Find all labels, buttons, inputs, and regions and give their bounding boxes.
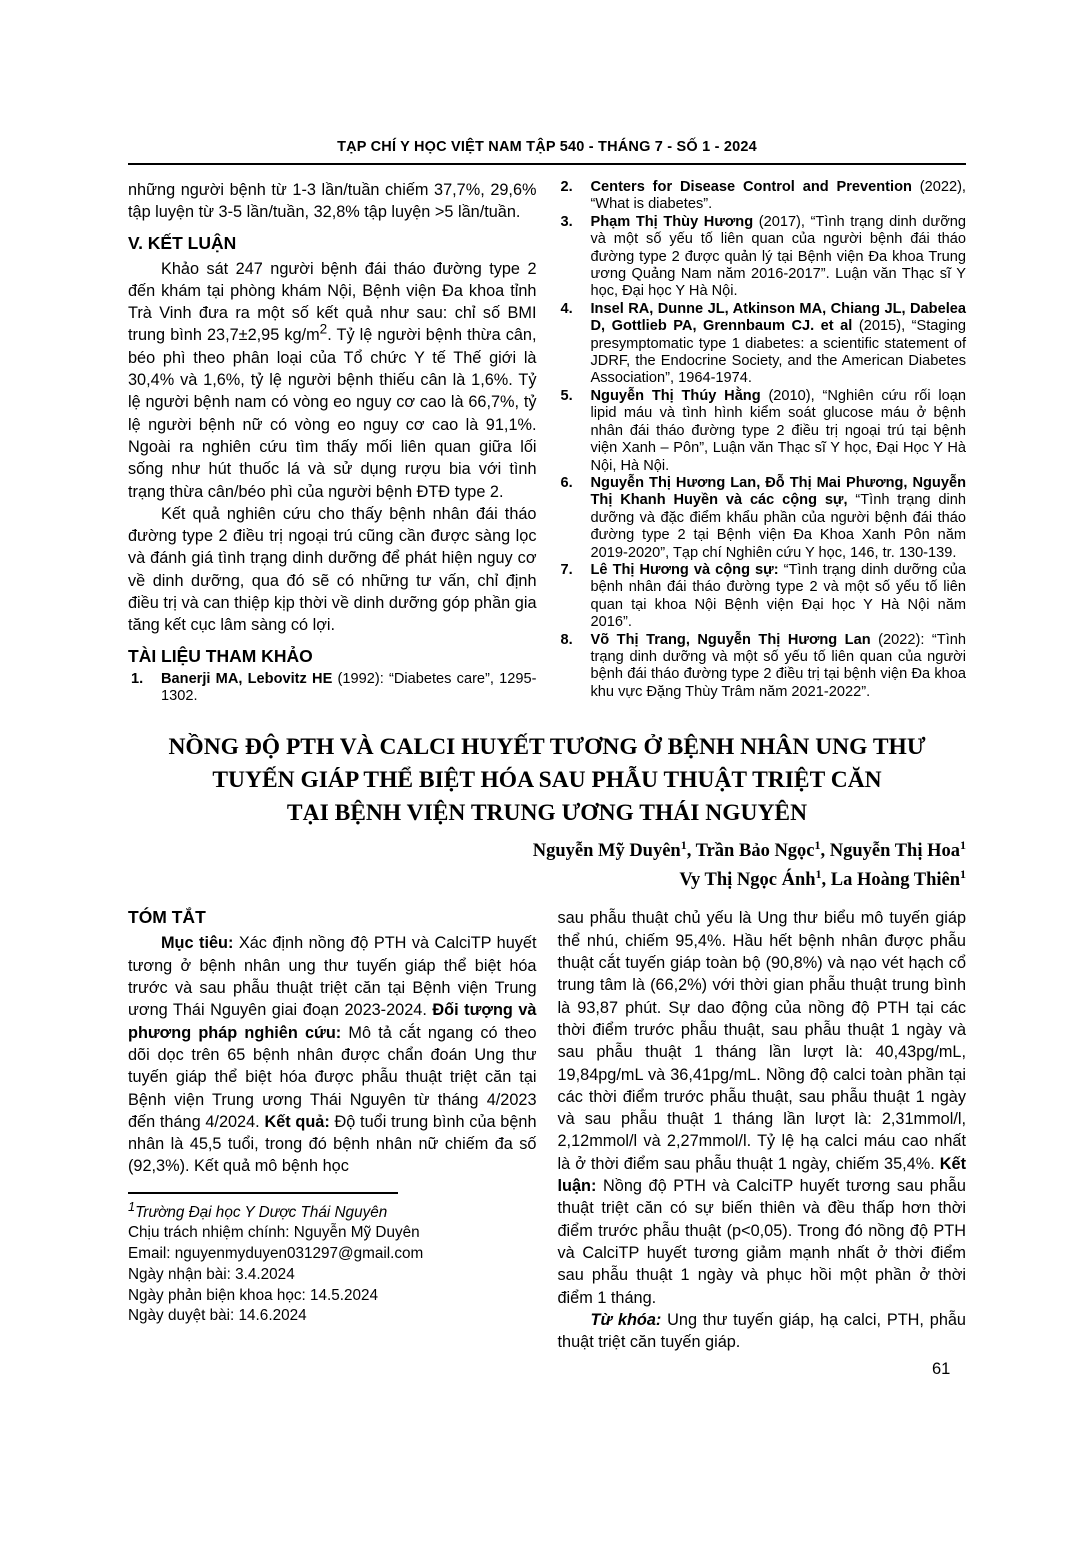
article1-right-column — [558, 179, 967, 705]
page-number: 61 — [932, 1360, 951, 1378]
results-label: Kết quả: — [264, 1112, 330, 1131]
page-content — [128, 138, 966, 1353]
objective-text: Xác định nồng độ PTH và CalciTP huyết tương ở bệnh nhân ung thư tuyến giáp thể biệt hóa trước và sau phẫu thuật triệt căn tại Bệnh viện Trung ương Thái Nguyên giai đoạn 2023-2024. — [128, 934, 537, 1020]
footnote-separator — [128, 1192, 398, 1194]
keywords-label: Từ khóa: — [590, 1310, 662, 1329]
reference-number: 6. — [560, 474, 573, 491]
reference-text: (2022): “Tình trạng dinh dưỡng và một số yếu tố liên quan của người bệnh đái tháo đường type 2 điều trị tại bệnh viện Đa khoa khu vực Đặng Thùy Trâm năm 2021-2022”. — [590, 631, 966, 700]
footnote-accepted-date: Ngày duyệt bài: 14.6.2024 — [128, 1307, 307, 1325]
conclusion-label: Kết luận: — [557, 1154, 966, 1196]
author-name: , Trần Bảo Ngọc — [686, 841, 815, 862]
footnote-email: Email: nguyenmyduyen031297@gmail.com — [128, 1245, 424, 1263]
reference-number: 2. — [560, 179, 573, 195]
methods-label: Đối tượng và phương pháp nghiên cứu: — [128, 1001, 537, 1042]
title-line-2: TUYẾN GIÁP THỂ BIỆT HÓA SAU PHẪU THUẬT TRIỆT CĂN — [212, 767, 882, 794]
reference-number: 1. — [131, 670, 144, 687]
author-name: Nguyễn Mỹ Duyên — [532, 841, 681, 862]
author-name: Vy Thị Ngọc Ánh — [679, 870, 816, 891]
abstract-heading: TÓM TẮT — [128, 907, 206, 928]
objective-label: Mục tiêu: — [161, 934, 234, 953]
title-line-1: NỒNG ĐỘ PTH VÀ CALCI HUYẾT TƯƠNG Ở BỆNH NHÂN UNG THƯ — [168, 734, 926, 761]
reference-authors: Centers for Disease Control and Prevention — [590, 179, 912, 195]
abstract-paragraph-right — [558, 907, 967, 1308]
abstract-columns — [128, 907, 966, 1353]
methods-text: Mô tả cắt ngang có theo dõi dọc trên 65 bệnh nhân được chẩn đoán Ung thư tuyến giáp thể biệt hóa được phẫu thuật triệt căn tại Bệnh viện Trung ương Thái Nguyên từ tháng 4/2023 đến tháng 4/2024. — [128, 1023, 537, 1131]
reference-text: (2017), “Tình trạng dinh dưỡng và một số yếu tố liên quan của người bệnh đái tháo đường type 2 được quản lý tại Bệnh viện Đa khoa Trung ương Quảng Nam năm 2016-2017”. Luận văn Thạc sĩ Y học, Đại học Y Hà Nội. — [590, 213, 966, 300]
squared-superscript: 2 — [319, 322, 328, 338]
footnote-affiliation: $^1$Trường Đại học Y Dược Thái Nguyên — [128, 1198, 388, 1221]
article1-columns — [128, 179, 966, 705]
conclusion-heading: V. KẾT LUẬN — [128, 232, 237, 253]
reference-item-8 — [558, 632, 967, 702]
conclusion-text: Nồng độ PTH và CalciTP huyết tương sau phẫu thuật triệt căn có sự biến thiên và đều thấp hơn thời điểm trước phẫu thuật (p<0,05). Trong đó nồng độ PTH và CalciTP huyết tương giảm mạnh nhất ở thời điểm sau phẫu thuật 1 ngày và phục hồi một phần ở thời điểm 1 tháng. — [557, 1177, 966, 1307]
title-line-3: TẠI BỆNH VIỆN TRUNG ƯƠNG THÁI NGUYÊN — [286, 800, 808, 827]
results-text-right: sau phẫu thuật chủ yếu là Ung thư biểu mô tuyến giáp thể nhú, chiếm 95,4%. Hầu hết bệnh nhân được phẫu thuật cắt tuyến giáp toàn bộ (90,8%) và nạo vét hạch cổ trung tâm là (66,2%) với thời gian phẫu thuật trung bình là 93,87 phút. Sự dao động của nồng độ PTH tại các thời điểm trước phẫu thuật, sau phẫu thuật 1 ngày và sau phẫu thuật 1 tháng lần lượt là: 40,43pg/mL, 19,84pg/mL và 36,41pg/mL. Nồng độ calci toàn phần tại các thời điểm trước phẫu thuật, sau phẫu thuật 1 ngày và sau phẫu thuật 1 tháng lần lượt là: 2,31mmol/l, 2,12mmol/l và 2,27mmol/l. Tỷ lệ hạ calci máu cao nhất là ở thời điểm sau phẫu thuật 1 ngày, chiếm 35,4%. — [557, 909, 966, 1173]
reference-authors: Lê Thị Hương và cộng sự: — [590, 561, 779, 578]
author-affiliation-sup: 1 — [680, 838, 687, 853]
keywords-text: Ung thư tuyến giáp, hạ calci, PTH, phẫu thuật triệt căn tuyến giáp. — [557, 1310, 966, 1352]
conclusion-paragraph-1 — [128, 258, 537, 503]
reference-number: 5. — [560, 387, 573, 404]
abstract-right-column — [558, 907, 967, 1353]
article2-authors — [128, 837, 966, 895]
author-affiliation-sup: 1 — [960, 867, 966, 882]
reference-authors: Nguyễn Thị Hương Lan, Đỗ Thị Mai Phương, Nguyễn Thị Khanh Huyền và các cộng sự, — [590, 474, 966, 509]
author-affiliation-sup: 1 — [815, 867, 822, 882]
authors-line-2 — [128, 866, 966, 895]
reference-authors: Banerji MA, Lebovitz HE — [161, 670, 333, 687]
reference-authors: Võ Thị Trang, Nguyễn Thị Hương Lan — [590, 631, 871, 648]
reference-item-3 — [558, 214, 967, 301]
reference-item-5 — [558, 388, 967, 475]
footnote-block — [128, 1192, 537, 1327]
reference-item-4 — [558, 301, 967, 388]
reference-item-2 — [558, 179, 967, 214]
reference-text: “Tình trạng dinh dưỡng và đặc điểm khẩu phần của người bệnh đái tháo đường type 2 tại Bệnh viện Đa Khoa Xanh Pôn năm 2019-2020”, Tạp chí Nghiên cứu Y học, 146, tr. 130-139. — [590, 492, 966, 561]
author-name: , La Hoàng Thiên — [821, 870, 960, 891]
article2-title-block — [128, 731, 966, 895]
abstract-left-column — [128, 907, 537, 1353]
author-affiliation-sup: 1 — [814, 838, 821, 853]
reference-text: (2015), “Staging presymptomatic type 1 diabetes: a scientific statement of JDRF, the Endocrine Society, and the American Diabetes Association”, 1964-1974. — [590, 318, 966, 387]
reference-authors: Insel RA, Dunne JL, Atkinson MA, Chiang JL, Dabelea D, Gottlieb PA, Grennbaum CJ. et al — [590, 300, 966, 335]
keywords-paragraph — [558, 1309, 967, 1354]
reference-item-6 — [558, 475, 967, 562]
conclusion-paragraph-2: Kết quả nghiên cứu cho thấy bệnh nhân đái tháo đường type 2 điều trị ngoại trú cũng cần được sàng lọc và đánh giá tình trạng dinh dưỡng để phát hiện nguy cơ về dinh dưỡng, qua đó sẽ có những tư vấn, chỉ định điều trị và can thiệp kịp thời về dinh dưỡng góp phần gia tăng kết cục lâm sàng có lợi. — [128, 504, 537, 635]
article1-left-column — [128, 179, 537, 705]
reference-number: 7. — [560, 561, 573, 578]
reference-authors: Nguyễn Thị Thúy Hằng — [590, 387, 761, 404]
conclusion-text-a: Khảo sát 247 người bệnh đái tháo đường type 2 đến khám tại phòng khám Nội, Bệnh viện Đa khoa tỉnh Trà Vinh đưa ra một số kết quả như sau: chỉ số BMI trung bình 23,7±2,95 kg/m — [128, 259, 537, 345]
author-affiliation-sup: 1 — [960, 838, 966, 853]
affiliation-sup: 1 — [128, 1198, 136, 1214]
abstract-paragraph-left — [128, 932, 537, 1177]
journal-header: TẠP CHÍ Y HỌC VIỆT NAM TẬP 540 - THÁNG 7 - SỐ 1 - 2024 — [128, 138, 966, 165]
exercise-stats-paragraph: những người bệnh từ 1-3 lần/tuần chiếm 37,7%, 29,6% tập luyện từ 3-5 lần/tuần, 32,8% tập luyện >5 lần/tuần. — [128, 181, 537, 222]
reference-item-7 — [558, 562, 967, 632]
reference-text: (2010), “Nghiên cứu rối loạn lipid máu và tình hình kiểm soát glucose máu ở bệnh nhân đái tháo đường type 2 điều trị ngoại trú tại bệnh viện Xanh – Pôn”, Luận văn Thạc sĩ Y học, Đại Học Y Hà Nội, Hà Nội. — [590, 387, 966, 474]
reference-item-1 — [128, 671, 537, 706]
references-heading: TÀI LIỆU THAM KHẢO — [128, 645, 313, 666]
footnote-received-date: Ngày nhận bài: 3.4.2024 — [128, 1265, 295, 1283]
footnote-responsible: Chịu trách nhiệm chính: Nguyễn Mỹ Duyên — [128, 1224, 420, 1242]
footnote-reviewed-date: Ngày phản biện khoa học: 14.5.2024 — [128, 1286, 379, 1304]
reference-text: (2022), “What is diabetes”. — [590, 179, 966, 213]
reference-number: 4. — [560, 300, 573, 317]
reference-authors: Phạm Thị Thùy Hương — [590, 213, 754, 230]
authors-line-1 — [128, 837, 966, 866]
author-name: , Nguyễn Thị Hoa — [820, 841, 960, 862]
results-text-left: Độ tuổi trung bình của bệnh nhân là 45,5 tuổi, trong đó bệnh nhân nữ chiếm đa số (92,3%). Kết quả mô bệnh học — [128, 1112, 537, 1176]
conclusion-text-b: . Tỷ lệ người bệnh thừa cân, béo phì theo phân loại của Tổ chức Y tế Thế giới là 30,4% và 1,6%, tỷ lệ người bệnh thiếu cân là 1,6%. Tỷ lệ người bệnh nam có vòng eo nguy cơ cao là 66,7%, tỷ lệ người bệnh nữ có vòng eo nguy cơ cao là 91,1%. Ngoài ra nghiên cứu tìm thấy mối liên quan giữa lối sống như hút thuốc lá và sử dụng rượu bia với tình trạng thừa cân/béo phì của người bệnh ĐTĐ type 2. — [128, 326, 537, 501]
article2-title — [128, 731, 966, 830]
reference-text: (1992): “Diabetes care”, 1295-1302. — [161, 670, 537, 705]
reference-text: “Tình trạng dinh dưỡng của bệnh nhân đái tháo đường type 2 và một số yếu tố liên quan tại khoa Nội Bệnh viện Đại học Y Hà Nội năm 2016”. — [590, 561, 966, 631]
reference-number: 3. — [560, 213, 573, 230]
reference-number: 8. — [560, 631, 573, 648]
